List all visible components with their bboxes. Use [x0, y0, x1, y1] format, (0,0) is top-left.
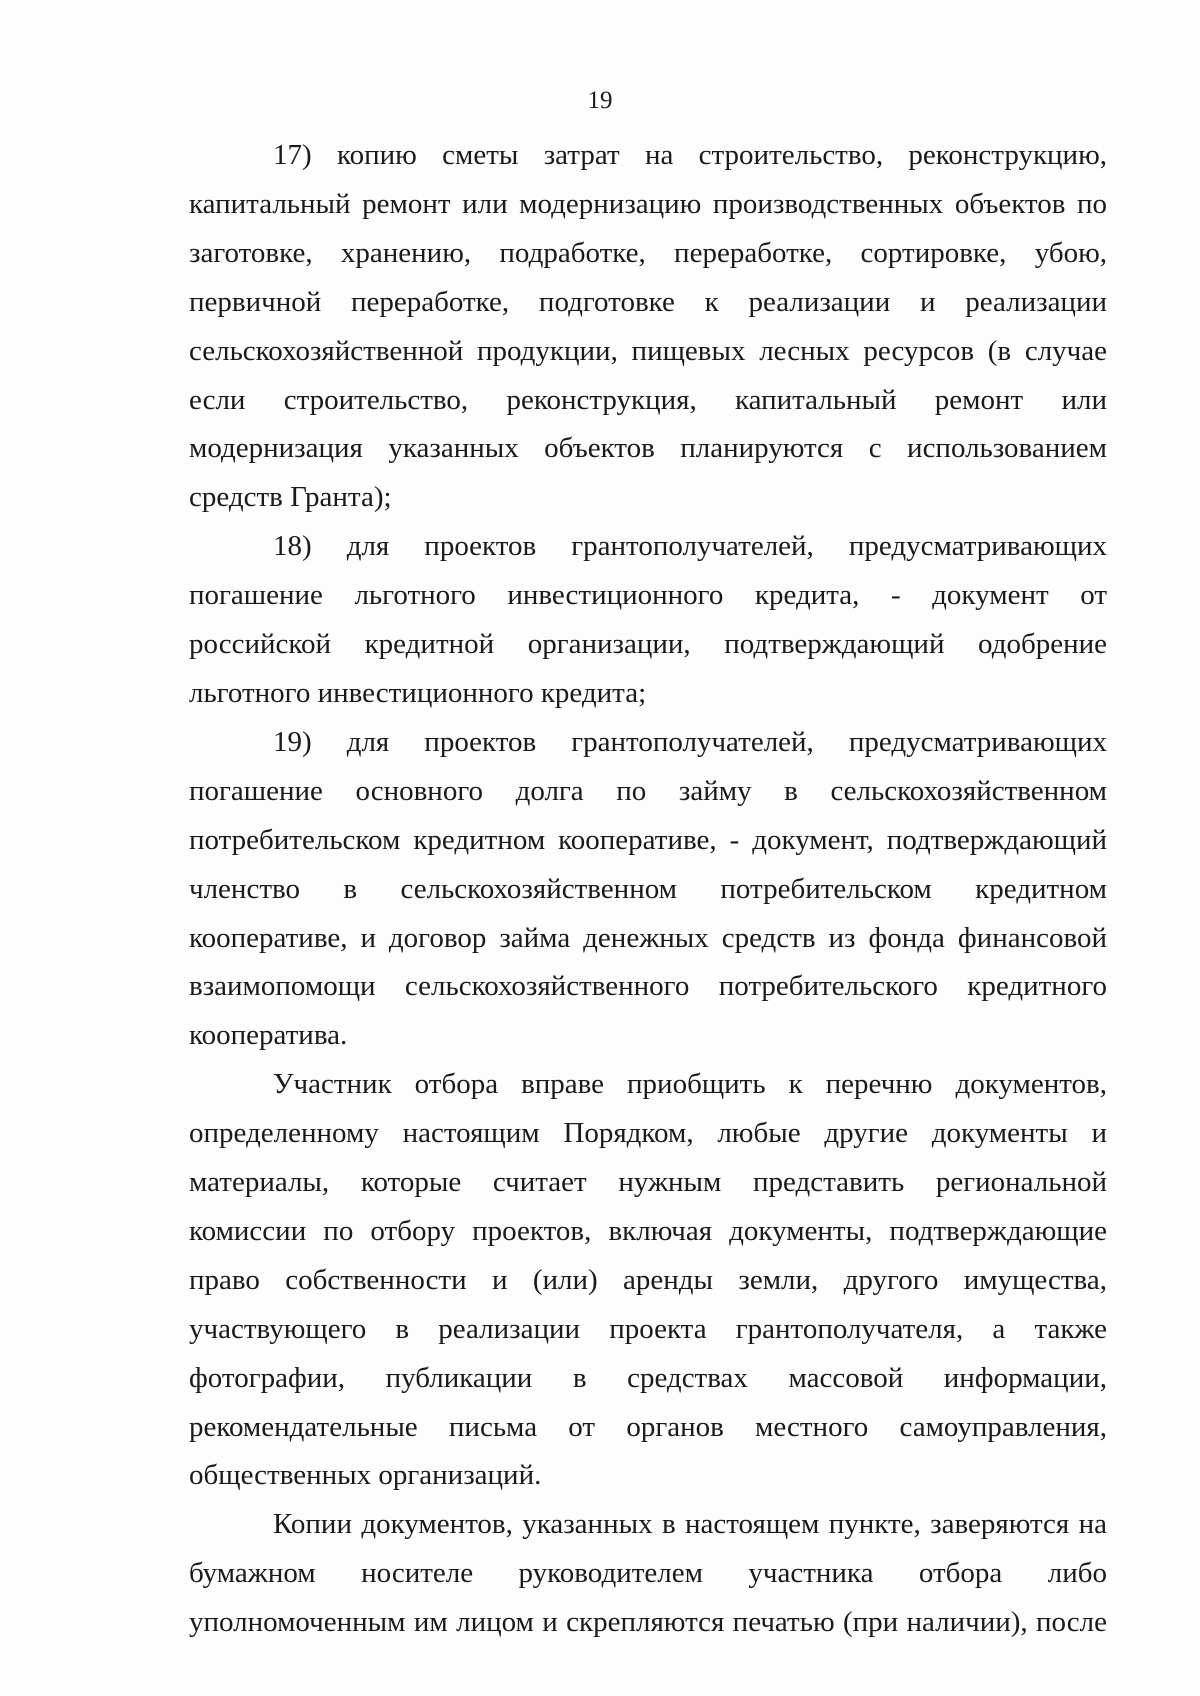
document-body — [189, 131, 1107, 1647]
item-number-17: 17) — [273, 139, 312, 171]
item-number-19: 19) — [273, 725, 312, 758]
item-text-17: копию сметы затрат на строительство, реконструкцию, капитальный ремонт или модернизацию производственных объектов по заготовке, хранению, подработке, переработке, сортировке, убою, первичной переработке, подготовке к реализации и реализации сельскохозяйственной продукции, пищевых лесных ресурсов (в случае если строительство, реконструкция, капитальный ремонт или модернизация указанных объектов планируются с использованием средств Гранта); — [189, 139, 1107, 514]
paragraph-item-19 — [189, 718, 1107, 1060]
paragraph-item-18 — [189, 522, 1107, 718]
paragraph-copies-certification: Копии документов, указанных в настоящем пункте, заверяются на бумажном носителе руководителем участника отбора либо уполномоченным им лицом и скрепляются печатью (при наличии), после — [189, 1508, 1107, 1639]
paragraph-item-17 — [189, 131, 1107, 522]
page-number: 19 — [587, 87, 613, 114]
item-number-18: 18) — [273, 530, 312, 563]
item-text-18: для проектов грантополучателей, предусматривающих погашение льготного инвестиционного кредита, - документ от российской кредитной организации, подтверждающий одобрение льготного инвестиционного кредита; — [189, 530, 1107, 709]
item-text-19: для проектов грантополучателей, предусматривающих погашение основного долга по займу в сельскохозяйственном потребительском кредитном кооперативе, - документ, подтверждающий членство в сельскохозяйственном потребительском кредитном кооперативе, и договор займа денежных средств из фонда финансовой взаимопомощи сельскохозяйственного потребительского кредитного кооператива. — [189, 725, 1107, 1052]
paragraph-participant-right: Участник отбора вправе приобщить к перечню документов, определенному настоящим Порядком, любые другие документы и материалы, которые считает нужным представить региональной комиссии по отбору проектов, включая документы, подтверждающие право собственности и (или) аренды земли, другого имущества, участвующего в реализации проекта грантополучателя, а также фотографии, публикации в средствах массовой информации, рекомендательные письма от органов местного самоуправления, общественных организаций. — [189, 1068, 1107, 1492]
